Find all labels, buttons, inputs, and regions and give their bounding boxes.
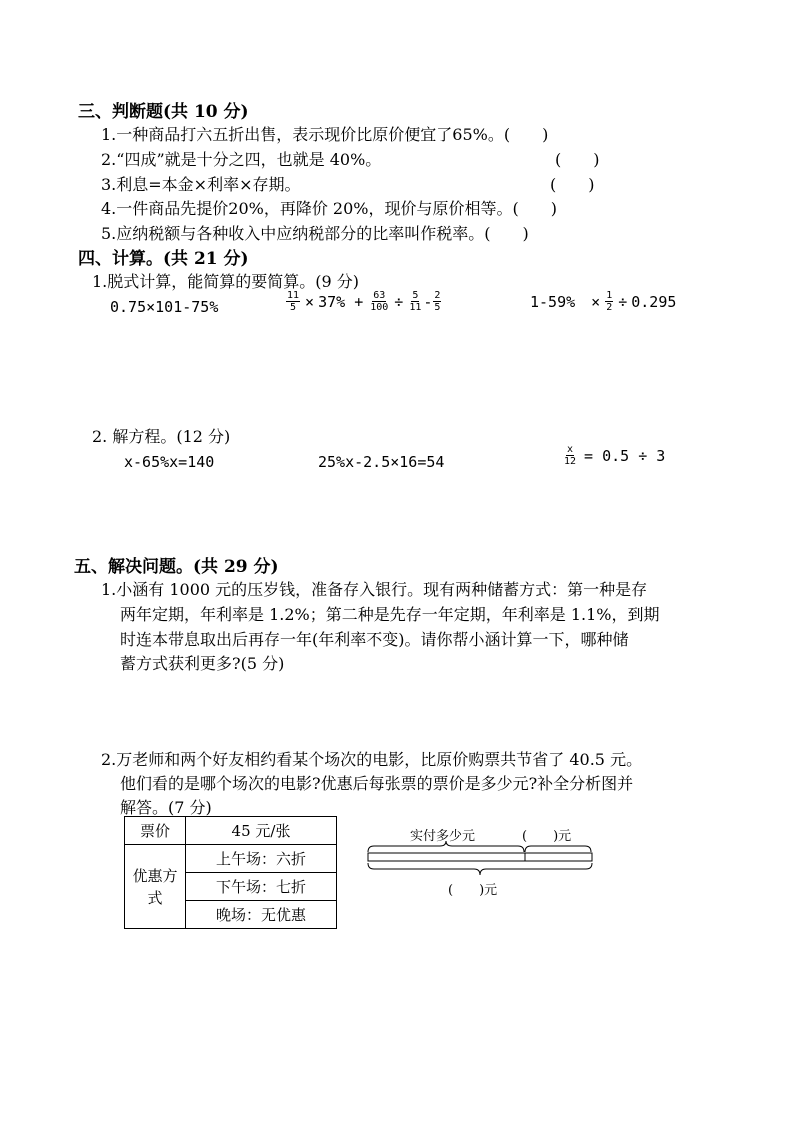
problem-2-line-1: 2.万老师和两个好友相约看某个场次的电影，比原价购票共节省了 40.5 元。 [101,750,643,769]
problem-2-line-2: 他们看的是哪个场次的电影?优惠后每张票的票价是多少元?补全分析图并 [120,774,634,793]
equation-1: x-65%x=140 [124,453,215,471]
table-row: 上午场：六折 [186,845,337,873]
judge-item-5: 5.应纳税额与各种收入中应纳税部分的比率叫作税率。( ) [101,224,529,243]
table-row: 晚场：无优惠 [186,901,337,929]
judge-item-1: 1.一种商品打六五折出售，表示现价比原价便宜了65%。( ) [101,125,549,144]
judge-item-2: 2.“四成”就是十分之四，也就是 40%。 [101,150,382,169]
section5-title: 五、解决问题。(共 29 分) [74,557,279,577]
judge-item-3-paren: ( ) [550,175,595,194]
fraction: $\frac{x}{12}$ [564,444,577,467]
problem-1-line-3: 时连本带息取出后再存一年(年利率不变)。请你帮小涵计算一下，哪种储 [120,630,629,649]
fraction: $\frac{2}{5}$ [434,290,441,313]
top-brace-right [525,846,591,852]
table-header-price: 票价 [125,817,186,845]
calc-expr-2: $\frac{11}{5}$ × 37% + $\frac{63}{100}$ ÷ $\frac{5}{11}$ - $\frac{2}{5}$ [287,290,441,313]
section3-title: 三、判断题(共 10 分) [78,102,249,122]
calc-expr-1: 0.75×101-75% [110,298,219,316]
diagram-bar [368,853,592,861]
judge-item-4: 4.一件商品先提价20%，再降价 20%，现价与原价相等。( ) [101,199,557,218]
table-discount-label: 优惠方式 [125,845,186,929]
table-row: 下午场：七折 [186,873,337,901]
problem-1-line-2: 两年定期，年利率是 1.2%；第二种是先存一年定期，年利率是 1.1%，到期 [120,605,660,624]
fraction: $\frac{11}{5}$ [287,290,300,313]
section4-title: 四、计算。(共 21 分) [78,249,249,269]
top-brace-left [368,841,524,852]
judge-item-2-paren: ( ) [555,150,600,169]
problem-1-line-1: 1.小涵有 1000 元的压岁钱，准备存入银行。现有两种储蓄方式：第一种是存 [101,580,648,599]
table-header-value: 45 元/张 [186,817,337,845]
problem-2-line-3: 解答。(7 分) [120,798,212,817]
calc-q1-label: 1.脱式计算，能简算的要简算。(9 分) [92,272,360,291]
diagram-top-label: 实付多少元 [410,829,476,844]
fraction: $\frac{5}{11}$ [409,290,422,313]
bottom-brace [368,863,592,875]
price-table [124,816,337,929]
diagram-bottom-label: ( )元 [448,883,498,898]
equation-3: $\frac{x}{12}$ = 0.5 ÷ 3 [564,444,666,467]
fraction: $\frac{1}{2}$ [606,290,613,313]
calc-q2-label: 2. 解方程。(12 分) [92,427,231,446]
calc-expr-3: 1-59% × $\frac{1}{2}$ ÷ 0.295 [530,290,677,313]
judge-item-3: 3.利息=本金×利率×存期。 [101,175,301,194]
problem-1-line-4: 蓄方式获利更多?(5 分) [120,654,285,673]
analysis-diagram [360,840,600,880]
diagram-top-right-label: ( )元 [522,829,572,844]
equation-2: 25%x-2.5×16=54 [318,453,445,471]
fraction: $\frac{63}{100}$ [370,290,389,313]
